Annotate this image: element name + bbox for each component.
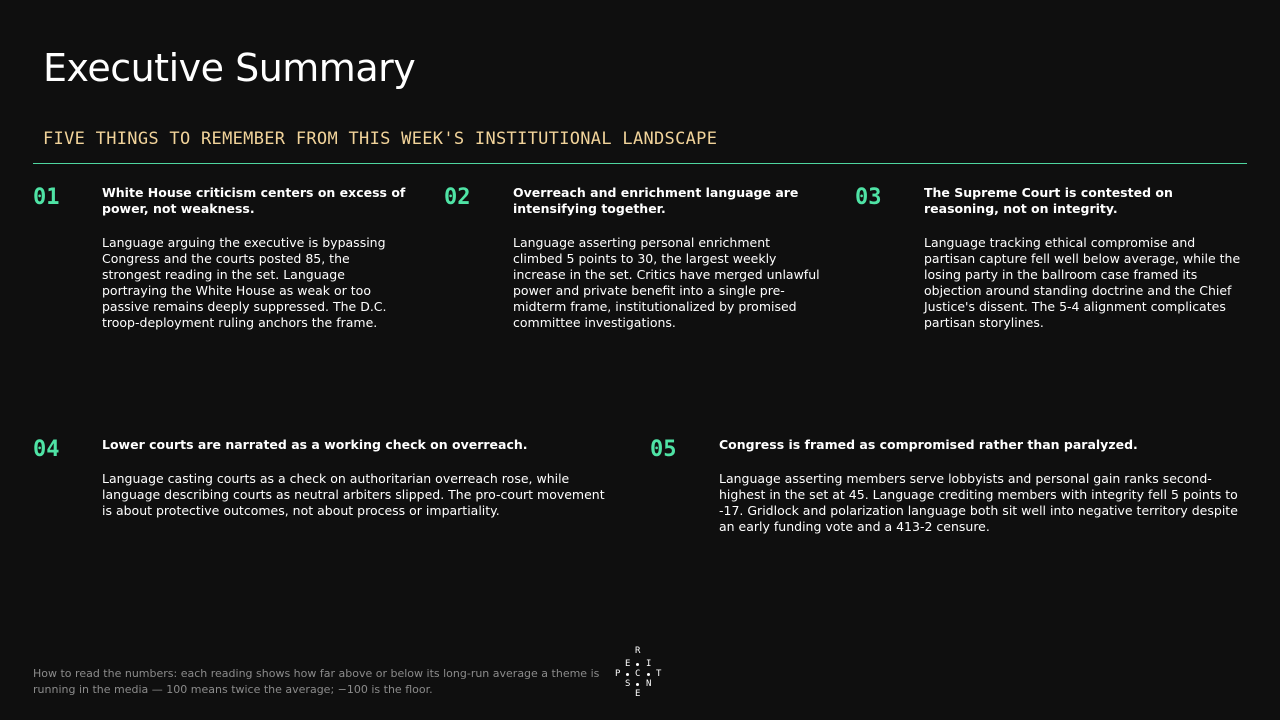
- summary-item-01: [33, 185, 423, 345]
- page-title: Executive Summary: [43, 46, 416, 90]
- item-heading: Lower courts are narrated as a working check on overreach.: [102, 437, 528, 452]
- logo-letter: T: [656, 669, 662, 679]
- item-body: Language arguing the executive is bypassing Congress and the courts posted 85, the strongest reading in the set. Language portraying the White House as weak or too passive remains deeply suppressed. The D.C. troop-deployment ruling anchors the frame.: [102, 235, 387, 330]
- item-body: Language casting courts as a check on authoritarian overreach rose, while language describing courts as neutral arbiters slipped. The pro-court movement is about protective outcomes, not about process or impartiality.: [102, 471, 605, 518]
- logo-letter: N: [646, 679, 652, 689]
- item-number: 01: [33, 185, 60, 210]
- summary-item-05: [650, 437, 1250, 547]
- item-number: 04: [33, 437, 60, 462]
- logo-letter: S: [625, 679, 631, 689]
- summary-item-03: [855, 185, 1250, 345]
- logo-dot: [626, 673, 629, 676]
- item-number: 02: [444, 185, 471, 210]
- item-heading: White House criticism centers on excess of power, not weakness.: [102, 185, 406, 216]
- logo-letter: E: [635, 689, 641, 699]
- item-body: Language asserting personal enrichment climbed 5 points to 30, the largest weekly increase in the set. Critics have merged unlawful power and private benefit into a single pre-midterm frame, institutionalized by promised committee investigations.: [513, 235, 820, 330]
- logo-dot: [636, 683, 639, 686]
- divider: [33, 163, 1247, 164]
- logo-dot: [647, 673, 650, 676]
- brand-logo: [610, 645, 670, 703]
- item-heading: Overreach and enrichment language are intensifying together.: [513, 185, 799, 216]
- footnote: How to read the numbers: each reading shows how far above or below its long-run average a theme is running in the media — 100 means twice the average; −100 is the floor.: [33, 667, 600, 696]
- logo-letter: C: [635, 669, 641, 679]
- summary-item-02: [444, 185, 834, 345]
- logo-dot: [636, 663, 639, 666]
- item-number: 03: [855, 185, 882, 210]
- logo-letter: P: [615, 669, 621, 679]
- item-heading: The Supreme Court is contested on reasoning, not on integrity.: [924, 185, 1173, 216]
- item-body: Language tracking ethical compromise and partisan capture fell well below average, while the losing party in the ballroom case framed its objection around standing doctrine and the Chief Justice's dissent. The 5-4 alignment complicates partisan storylines.: [924, 235, 1241, 330]
- page-subtitle: FIVE THINGS TO REMEMBER FROM THIS WEEK'S INSTITUTIONAL LANDSCAPE: [43, 129, 718, 149]
- item-body: Language asserting members serve lobbyists and personal gain ranks second-highest in the set at 45. Language crediting members with integrity fell 5 points to -17. Gridlock and polarization language both sit well into negative territory despite an early funding vote and a 413-2 censure.: [719, 471, 1238, 534]
- item-number: 05: [650, 437, 677, 462]
- logo-letter: R: [635, 646, 641, 656]
- logo-letter: E: [625, 659, 631, 669]
- item-heading: Congress is framed as compromised rather than paralyzed.: [719, 437, 1138, 452]
- logo-letter: I: [646, 659, 652, 669]
- summary-item-04: [33, 437, 613, 547]
